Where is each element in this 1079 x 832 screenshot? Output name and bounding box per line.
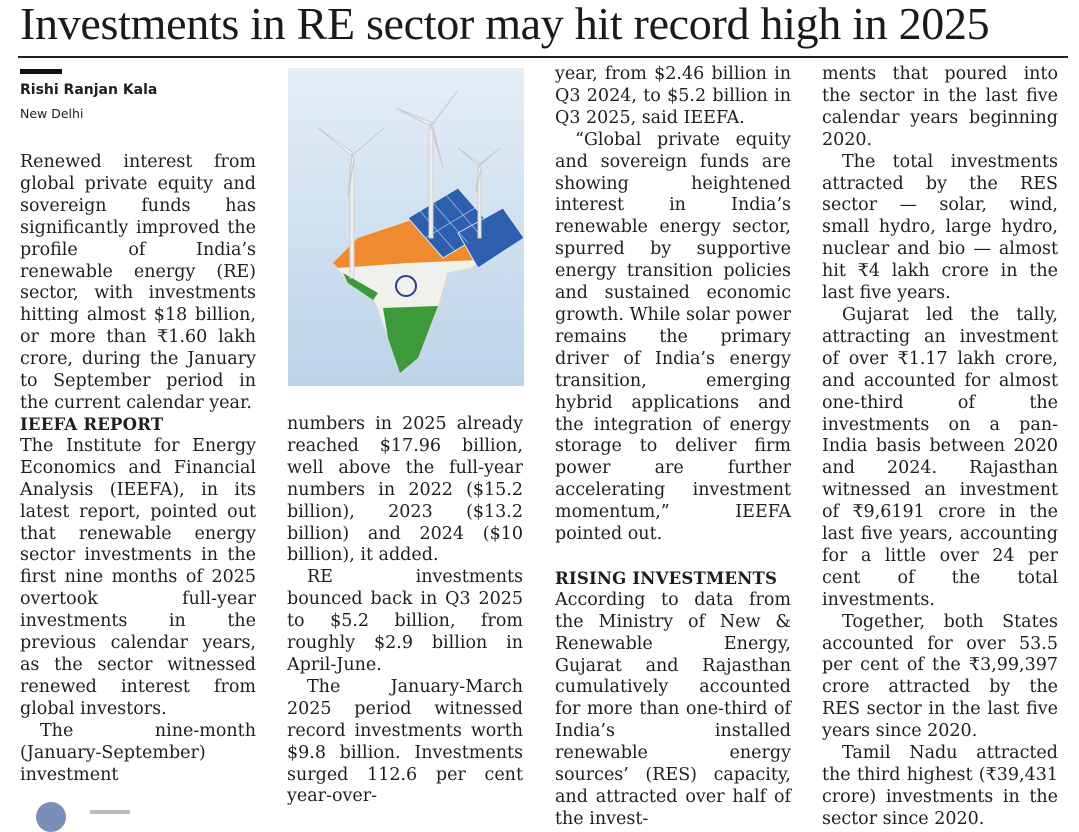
subhead-ieefa-report: IEEFA REPORT — [20, 415, 164, 434]
paragraph: The nine-month (January-September) investment — [20, 720, 256, 785]
column-2 — [287, 414, 523, 808]
author-name: Rishi Ranjan Kala — [20, 82, 158, 98]
paragraph: Together, both States accounted for over 53.5 per cent of the ₹3,99,397 crore attracted by the RES sector in the last five years since 2020. — [822, 611, 1058, 742]
paragraph: According to data from the Ministry of New & Renewable Energy, Gujarat and Rajasthan cumulatively accounted for more than one-third of India’s installed renewable energy sources’ (RES) capacity, and attracted over half of the invest- — [555, 589, 791, 829]
paragraph: The total investments attracted by the RES sector — solar, wind, small hydro, large hydro, nuclear and bio — almost hit ₹4 lakh crore in the last five years. — [822, 151, 1058, 304]
paragraph: Gujarat led the tally, attracting an investment of over ₹1.17 lakh crore, and accounted for almost one-third of the investments on a pan-India basis between 2020 and 2024. Rajasthan witnessed an investment of ₹9,6191 crore in the last five years, accounting for a little over 24 per cent of the total investments. — [822, 304, 1058, 610]
column-4 — [822, 64, 1058, 831]
subhead-rising-investments: RISING INVESTMENTS — [555, 568, 778, 588]
paragraph: numbers in 2025 already reached $17.96 billion, well above the full-year numbers in 2022 ($15.2 billion), 2023 ($13.2 billion) and 2024 ($10 billion), it added. — [287, 414, 523, 566]
paragraph: year, from $2.46 billion in Q3 2024, to $5.2 billion in Q3 2025, said IEEFA. — [555, 64, 791, 128]
article-photo — [288, 68, 524, 386]
wind-turbines-solar-india-map-image — [288, 68, 524, 386]
byline-bar — [20, 69, 62, 74]
paragraph: ments that poured into the sector in the last five calendar years beginning 2020. — [822, 64, 1058, 150]
paragraph: The January-March 2025 period witnessed record investments worth $9.8 billion. Investments surged 112.6 per cent year-over- — [287, 676, 523, 807]
paragraph: The Institute for Energy Economics and Financial Analysis (IEEFA), in its latest report, pointed out that renewable energy sector investments in the first nine months of 2025 overtook full-year investments in the previous calendar years, as the sector witnessed renewed interest from global investors. — [20, 435, 256, 719]
quote-paragraph: “Global private equity and sovereign funds are showing heightened interest in India’s renewable energy sector, spurred by supportive energy transition policies and sustained economic growth. While solar power remains the primary driver of India’s energy transition, emerging hybrid applications and the integration of energy storage to deliver firm power are further accelerating investment momentum,” IEEFA pointed out. — [555, 129, 791, 545]
dateline-place: New Delhi — [20, 106, 84, 121]
lead-paragraph: Renewed interest from global private equity and sovereign funds has significantly improved the profile of India’s renewable energy (RE) sector, with investments hitting almost $18 billion, or more than ₹1.60 lakh crore, during the January to September period in the current calendar year. — [20, 152, 256, 413]
paragraph: Tamil Nadu attracted the third highest (₹39,431 crore) investments in the sector since 2020. — [822, 743, 1058, 829]
headline: Investments in RE sector may hit record high in 2025 — [20, 0, 990, 49]
page-mark-line — [90, 810, 130, 814]
headline-rule — [18, 56, 1068, 58]
column-1-body — [20, 414, 256, 786]
column-3 — [555, 64, 791, 831]
column-1-lead — [20, 152, 256, 415]
page-mark — [36, 802, 66, 832]
paragraph: RE investments bounced back in Q3 2025 to $5.2 billion, from roughly $2.9 billion in April-June. — [287, 567, 523, 675]
